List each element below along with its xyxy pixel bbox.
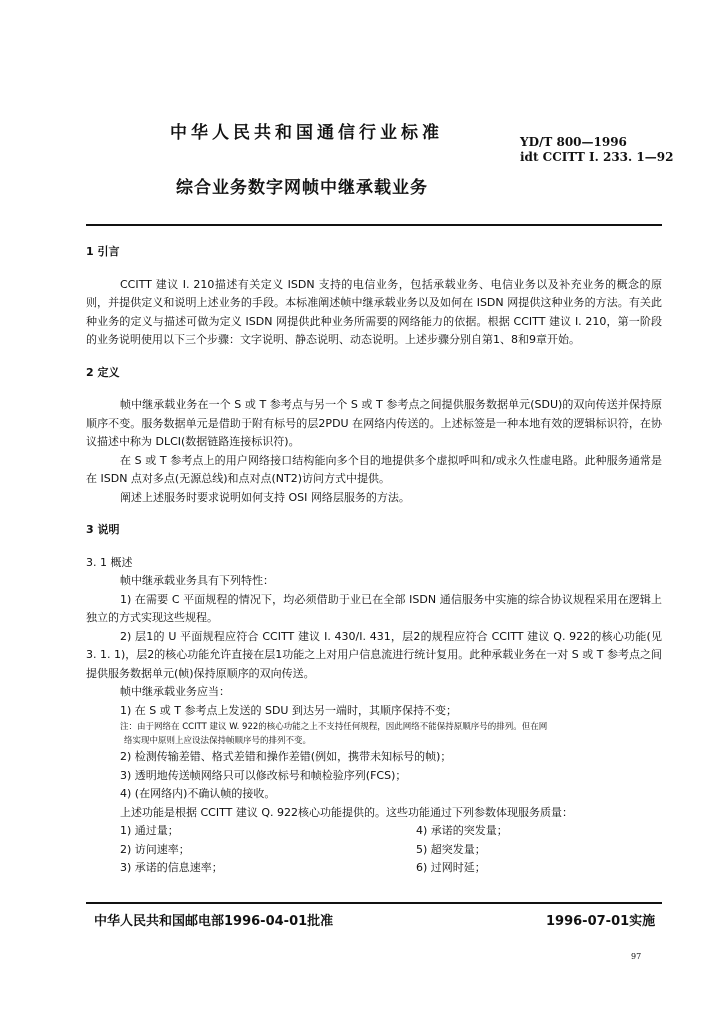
idt-reference: idt CCITT I. 233. 1—92 (520, 150, 674, 164)
note: 络实现中原则上应设法保持帧顺序号的排列不变。 (124, 736, 312, 746)
subsection-heading: 3. 1 概述 (86, 555, 133, 569)
list-item: 2) 访问速率； (120, 842, 190, 856)
standard-number-block (520, 135, 673, 165)
list-item: 3) 承诺的信息速率； (120, 861, 223, 874)
paragraph: 帧中继承载业务具有下列特性： (120, 574, 274, 587)
list-item: 4) 承诺的突发量； (416, 824, 508, 837)
effective-date: 1996-07-01实施 (546, 914, 656, 929)
note: 注：由于网络在 CCITT 建议 W. 922的核心功能之上不支持任何规程，因此网络不能保持原顺序号的排列。但在网 (120, 722, 548, 732)
paragraph: 帧中继承载业务在一个 S 或 T 参考点与另一个 S 或 T 参考点之间提供服务数据单元(SDU)的双向传送并保持原顺序不变。服务数据单元是借助于附有标号的层2PDU 在网络内传送的。上述标签是一种本地有效的逻辑标识符，在协议描述中称为 DLCI(数据链路连接标识符)。 (86, 398, 662, 448)
paragraph: CCITT 建议 I. 210描述有关定义 ISDN 支持的电信业务，包括承载业务、电信业务以及补充业务的概念的原则，并提供定义和说明上述业务的手段。本标准阐述帧中继承载业务以及如何在 ISDN 网提供这种业务的方法。有关此种业务的定义与描述可做为定义 ISDN 网提供此种业务所需要的网络能力的依据。根据 CCITT 建议 I. 210，第一阶段的业务说明使用以下三个步骤：文字说明、静态说明、动态说明。上述步骤分别自第1、8和9章开始。 (86, 277, 662, 346)
section-heading: 3 说明 (86, 523, 120, 536)
standard-number: YD/T 800—1996 (520, 135, 627, 149)
paragraph: 在 S 或 T 参考点上的用户网络接口结构能向多个目的地提供多个虚拟呼叫和/或永久性虚电路。此种服务通常是在 ISDN 点对多点(无源总线)和点对点(NT2)访问方式中提供。 (86, 453, 662, 485)
list-item: 2) 层1的 U 平面规程应符合 CCITT 建议 I. 430/I. 431，层2的规程应符合 CCITT 建议 Q. 922的核心功能(见3. 1. 1)，层2的核心功能允许直接在层1功能之上对用户信息流进行统计复用。此种承载业务在一对 S 或 T 参考点之间提供服务数据单元(帧)保持原顺序的双向传送。 (86, 629, 662, 680)
paragraph: 上述功能是根据 CCITT 建议 Q. 922核心功能提供的。这些功能通过下列参数体现服务质量： (120, 805, 573, 819)
section-heading: 1 引言 (86, 245, 120, 258)
page-number: 97 (631, 952, 642, 961)
document-title: 综合业务数字网帧中继承载业务 (176, 178, 428, 198)
list-item: 1) 在 S 或 T 参考点上发送的 SDU 到达另一端时，其顺序保持不变； (120, 703, 457, 717)
paragraph: 帧中继承载业务应当： (120, 685, 230, 698)
list-item: 2) 检测传输差错、格式差错和操作差错(例如，携带未知标号的帧)； (120, 750, 452, 763)
org-title: 中华人民共和国通信行业标准 (170, 123, 443, 143)
parameter-list (86, 822, 662, 878)
section-heading: 2 定义 (86, 365, 120, 379)
paragraph: 阐述上述服务时要求说明如何支持 OSI 网络层服务的方法。 (120, 490, 410, 504)
document-body (86, 243, 662, 878)
list-item: 5) 超突发量； (416, 842, 486, 856)
footer-divider (86, 902, 662, 904)
list-item: 3) 透明地传送帧网络只可以修改标号和帧检验序列(FCS)； (120, 768, 407, 782)
list-item: 6) 过网时延； (416, 861, 486, 874)
approval-date: 中华人民共和国邮电部1996-04-01批准 (94, 914, 334, 929)
list-item: 1) 通过量； (120, 824, 179, 837)
list-item: 4) (在网络内)不确认帧的接收。 (120, 787, 276, 800)
list-item: 1) 在需要 C 平面规程的情况下，均必须借助于业已在全部 ISDN 通信服务中实施的综合协议规程采用在逻辑上独立的方式实现这些规程。 (86, 592, 662, 624)
header-divider (86, 224, 662, 226)
